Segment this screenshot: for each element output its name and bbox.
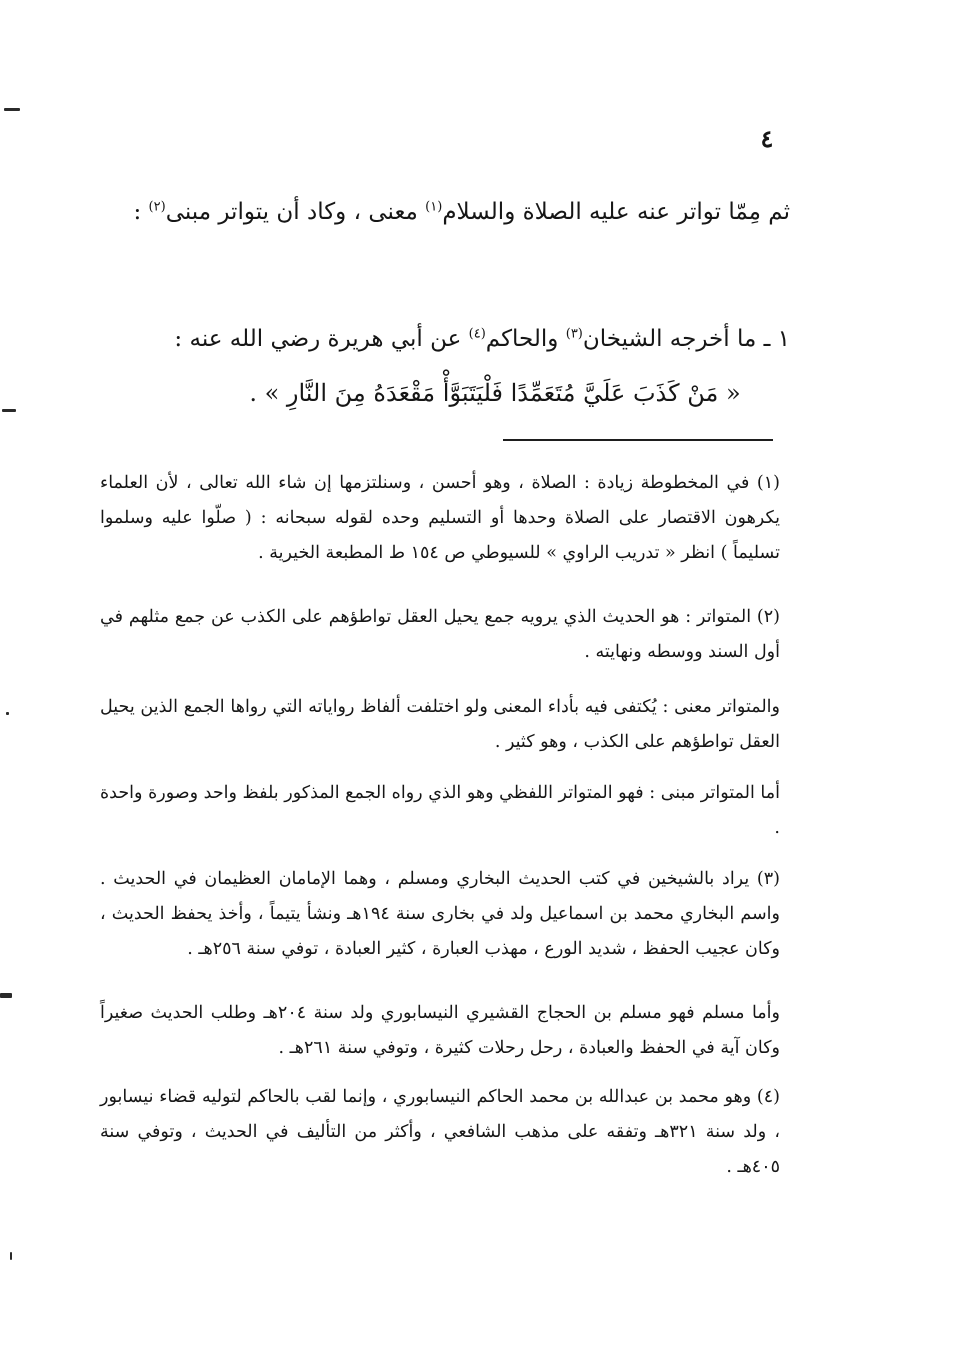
footnote-ref-4: (٤) (468, 326, 486, 342)
footnote-3-continued: وأما مسلم فهو مسلم بن الحجاج القشيري النيسابوري ولد سنة ٢٠٤هـ وطلب الحديث صغيراً وكان آية في الحفظ والعبادة ، رحل رحلات كثيرة ، وتوفي سنة ٢٦١هـ . (100, 1003, 780, 1058)
intro-text-1: ثم مِمّا تواتر عنه عليه الصلاة والسلام (442, 199, 790, 225)
footnote-ref-1: (١) (425, 199, 443, 215)
footnote-separator (503, 439, 773, 441)
footnote-1: (١) في المخطوطة زيادة : الصلاة ، وهو أحسن ، وسنلتزمها إن شاء الله تعالى ، لأن العلماء يكرهون الاقتصار على الصلاة وحدها أو التسليم وحده لقوله سبحانه : ( صلّوا عليه وسلموا تسليماً ) انظر « تدريب الراوي » للسيوطي ص ١٥٤ ط المطبعة الخيرية . (100, 473, 780, 563)
footnote-ref-2: (٢) (148, 199, 166, 215)
scan-mark-upper (2, 409, 16, 412)
footnote-4: (٤) وهو محمد بن عبدالله بن محمد الحاكم النيسابوري ، وإنما لقب بالحاكم لتوليه قضاء نيسابور ، ولد سنة ٣٢١هـ وتفقه على مذهب الشافعي ، وأكثر من التأليف في الحديث ، وتوفي سنة ٤٠٥هـ . (100, 1087, 780, 1177)
footnote-2: (٢) المتواتر : هو الحديث الذي يرويه جمع يحيل العقل تواطؤهم على الكذب عن جمع مثلهم في أول السند ووسطه ونهايته . (100, 607, 780, 662)
narration-text-3: عن أبي هريرة رضي الله عنه : (174, 326, 469, 352)
scan-mark-bottom (10, 1252, 12, 1260)
scan-mark-lower (0, 993, 12, 998)
narration-text-2: والحاكم (485, 326, 566, 352)
footnote-3: (٣) يراد بالشيخين في كتب الحديث البخاري ومسلم ، وهما الإمامان العظيمان في الحديث . واسم البخاري محمد بن اسماعيل ولد في بخارى سنة ١٩٤هـ ونشأ يتيماً ، وأخذ يحفظ الحديث ، وكان عجيب الحفظ ، شديد الورع ، مهذب العبارة ، كثير العبادة ، توفي سنة ٢٥٦هـ . (100, 869, 780, 959)
intro-text-2: معنى ، وكاد أن يتواتر مبنى (165, 199, 426, 225)
footnote-ref-3: (٣) (565, 326, 583, 342)
intro-paragraph (100, 182, 790, 242)
narration-line (100, 310, 790, 368)
scan-mark-top (4, 108, 20, 111)
narration-text-1: ١ ـ ما أخرجه الشيخان (582, 326, 790, 352)
footnote-2-continued-meaning: والمتواتر معنى : يُكتفى فيه بأداء المعنى ولو اختلفت ألفاظ رواياته التي رواها الجمع الذين يحيل العقل تواطؤهم على الكذب ، وهو كثير . (100, 697, 780, 752)
footnote-2-continued-wording: أما المتواتر مبنى : فهو المتواتر اللفظي وهو الذي رواه الجمع المذكور بلفظ واحد وصورة واحدة . (100, 783, 780, 838)
intro-text-3: : (133, 199, 149, 225)
scan-mark-middle (6, 712, 9, 715)
page-number: ٤ (760, 124, 774, 153)
hadith-quote: « مَنْ كَذَبَ عَلَيَّ مُتَعَمِّدًا فَلْيَتَبَوَّأْ مَقْعَدَهُ مِنَ النَّارِ » . (249, 379, 741, 407)
